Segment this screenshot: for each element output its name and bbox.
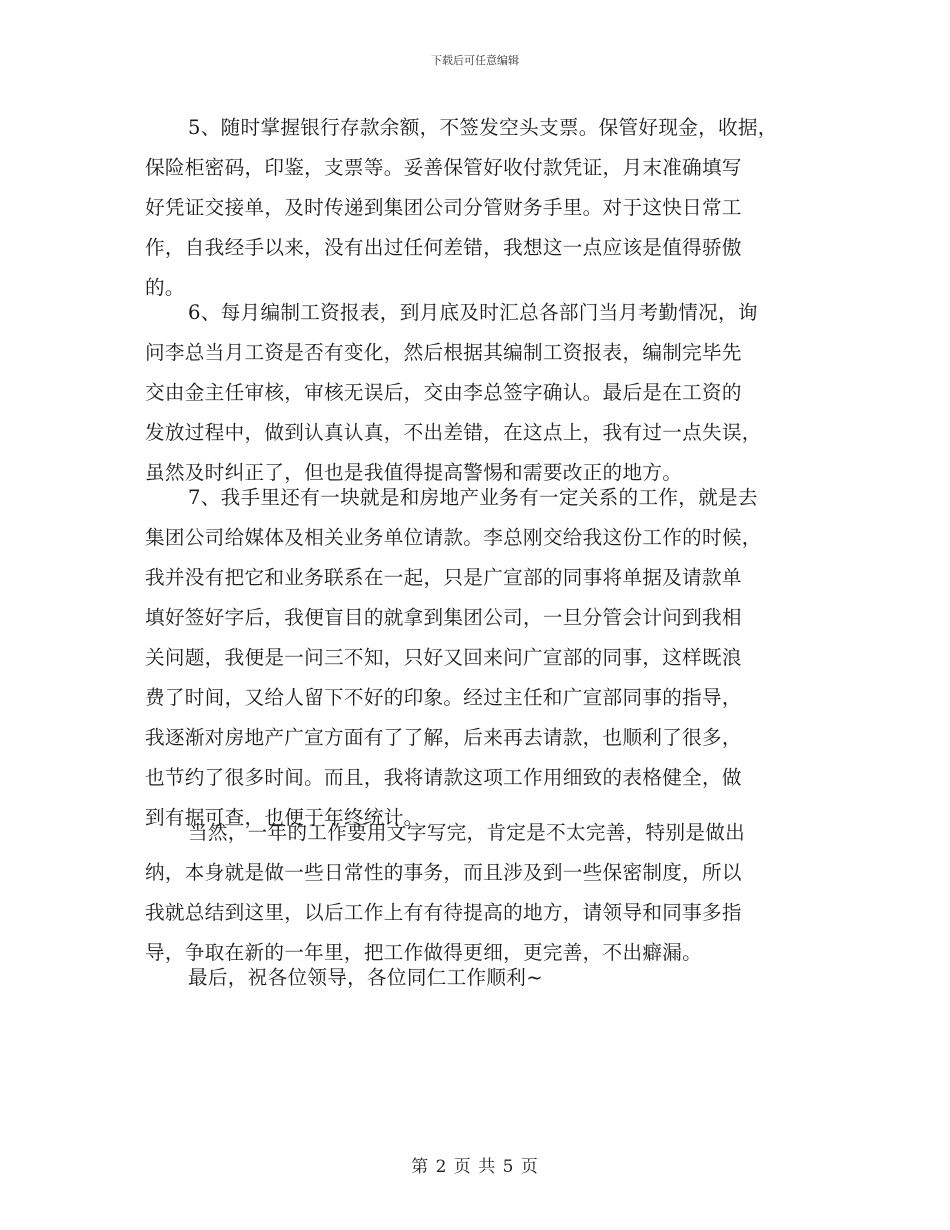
text-line: 也节约了很多时间。而且，我将请款这项工作用细致的表格健全，做: [145, 766, 742, 789]
text-line: 当然，一年的工作要用文字写完，肯定是不太完善，特别是做出: [188, 821, 746, 844]
text-line: 的。: [145, 276, 185, 299]
text-line: 保险柜密码，印鉴，支票等。妥善保管好收付款凭证，月末准确填写: [145, 156, 742, 179]
text-line: 关问题，我便是一问三不知，只好又回来问广宣部的同事，这样既浪: [145, 646, 742, 669]
text-line: 导，争取在新的一年里，把工作做得更细，更完善，不出癖漏。: [145, 941, 703, 964]
text-line: 填好签好字后，我便盲目的就拿到集团公司，一旦分管会计问到我相: [145, 606, 742, 629]
text-line: 我逐渐对房地产广宣方面有了了解，后来再去请款，也顺利了很多，: [145, 726, 742, 749]
text-line: 作，自我经手以来，没有出过任何差错，我想这一点应该是值得骄傲: [145, 236, 742, 259]
text-line: 6、每月编制工资报表，到月底及时汇总各部门当月考勤情况，询: [188, 301, 758, 324]
text-line: 纳，本身就是做一些日常性的事务，而且涉及到一些保密制度，所以: [145, 861, 742, 884]
text-line: 7、我手里还有一块就是和房地产业务有一定关系的工作，就是去: [188, 486, 758, 509]
text-line: 虽然及时纠正了，但也是我值得提高警惕和需要改正的地方。: [145, 461, 683, 484]
text-line: 问李总当月工资是否有变化，然后根据其编制工资报表，编制完毕先: [145, 341, 742, 364]
text-line: 好凭证交接单，及时传递到集团公司分管财务手里。对于这快日常工: [145, 196, 742, 219]
text-line: 费了时间，又给人留下不好的印象。经过主任和广宣部同事的指导，: [145, 686, 742, 709]
page-footer: 第 2 页 共 5 页: [411, 1157, 539, 1177]
text-line: 我并没有把它和业务联系在一起，只是广宣部的同事将单据及请款单: [145, 566, 742, 589]
text-line: 最后，祝各位领导，各位同仁工作顺利~: [188, 966, 543, 989]
text-line: 交由金主任审核，审核无误后，交由李总签字确认。最后是在工资的: [145, 381, 742, 404]
text-line: 集团公司给媒体及相关业务单位请款。李总刚交给我这份工作的时候，: [145, 526, 762, 549]
text-line: 我就总结到这里，以后工作上有有待提高的地方，请领导和同事多指: [145, 901, 742, 924]
text-line: 到有据可查，也便于年终统计。: [145, 806, 424, 829]
page-header: 下载后可任意编辑: [431, 54, 519, 67]
text-line: 5、随时掌握银行存款余额，不签发空头支票。保管好现金，收据，: [188, 116, 778, 139]
text-line: 发放过程中，做到认真认真，不出差错，在这点上，我有过一点失误，: [145, 421, 762, 444]
